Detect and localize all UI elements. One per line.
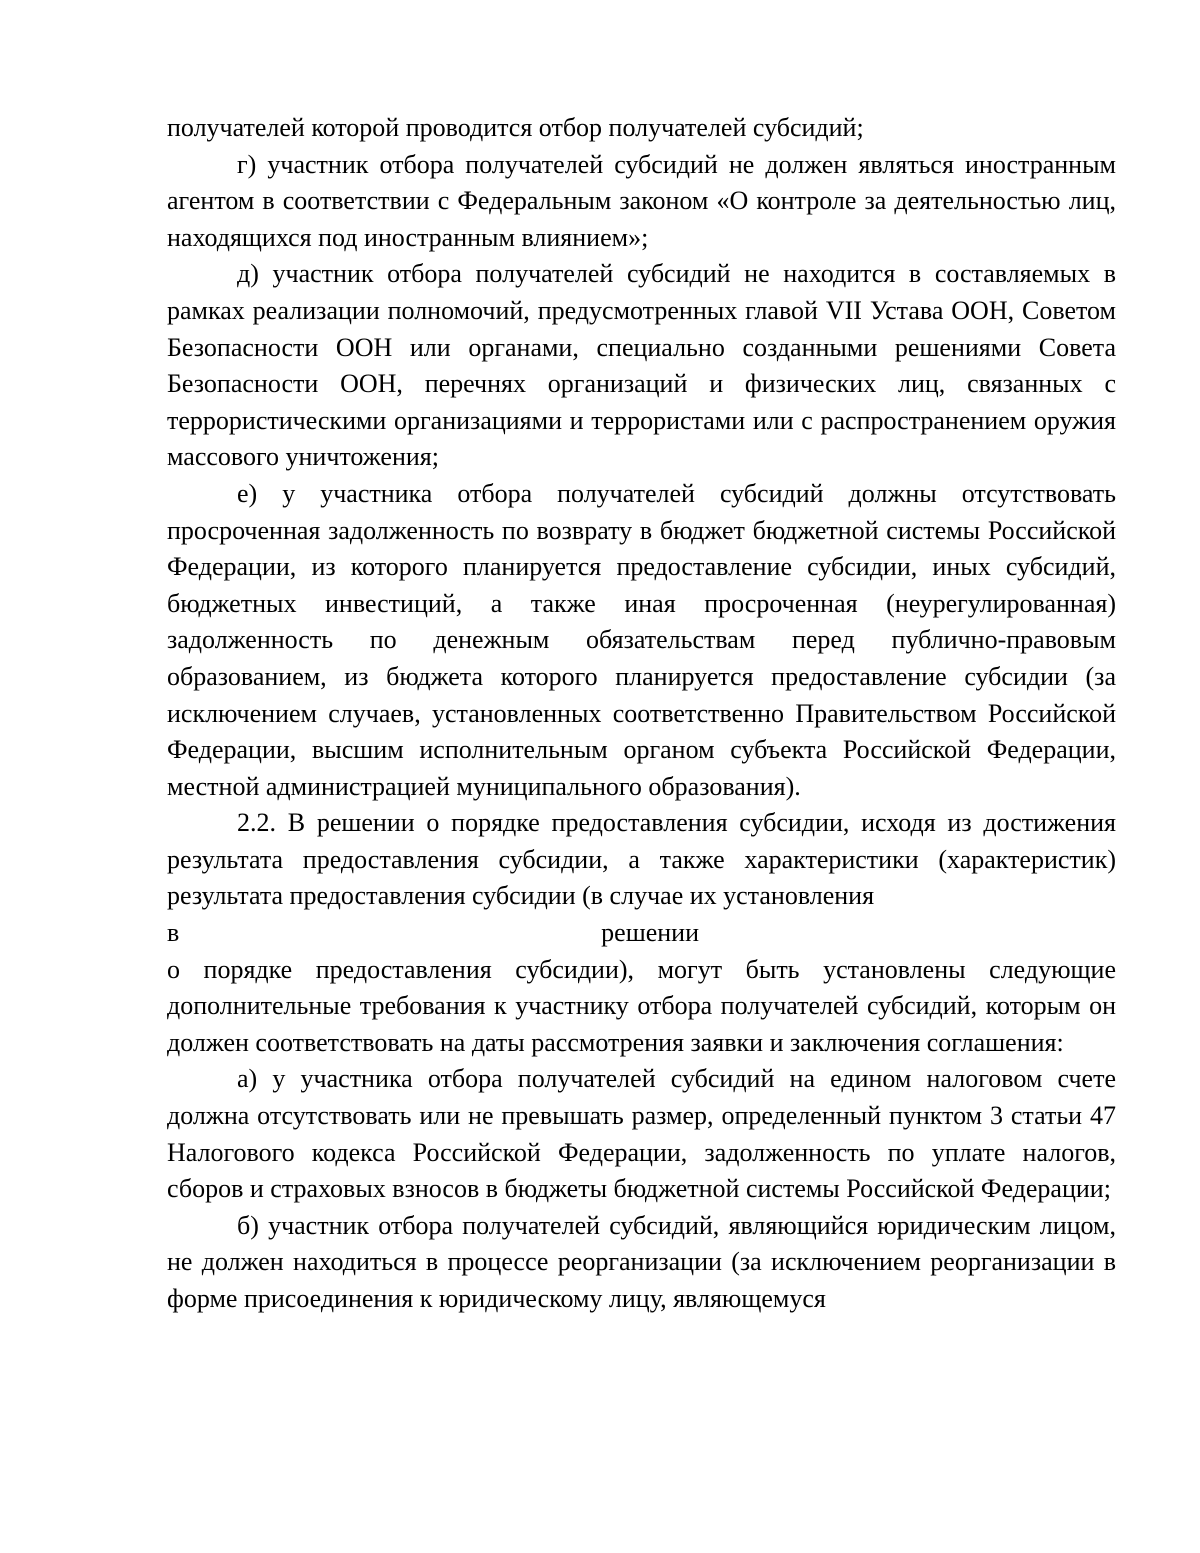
paragraph-2-2-continuation: о порядке предоставления субсидии), могут быть установлены следующие дополнительные требования к участнику отбора получателей субсидий, которым он должен соответствовать на даты рассмотрения заявки и заключения соглашения: bbox=[167, 954, 1116, 1057]
paragraph-item-e: е) у участника отбора получателей субсидий должны отсутствовать просроченная задолженность по возврату в бюджет бюджетной системы Российской Федерации, из которого планируется предоставление субсидии, иных субсидий, бюджетных инвестиций, а также иная просроченная (неурегулированная) задолженность по денежным обязательствам перед публично-правовым образованием, из бюджета которого планируется предоставление субсидии (за исключением случаев, установленных соответственно Правительством Российской Федерации, высшим исполнительным органом субъекта Российской Федерации, местной администрацией муниципального образования). bbox=[167, 478, 1116, 801]
paragraph-item-d: д) участник отбора получателей субсидий не находится в составляемых в рамках реализации полномочий, предусмотренных главой VII Устава ООН, Советом Безопасности ООН или органами, специально созданными решениями Совета Безопасности ООН, перечнях организаций и физических лиц, связанных с террористическими организациями и террористами или с распространением оружия массового уничтожения; bbox=[167, 259, 1116, 472]
split-line-left-word: в bbox=[167, 918, 180, 948]
paragraph-item-b: б) участник отбора получателей субсидий, являющийся юридическим лицом, не должен находиться в процессе реорганизации (за исключением реорганизации в форме присоединения к юридическому лицу, являющемуся bbox=[167, 1210, 1116, 1313]
paragraph-item-g: г) участник отбора получателей субсидий не должен являться иностранным агентом в соответствии с Федеральным законом «О контроле за деятельностью лиц, находящихся под иностранным влиянием»; bbox=[167, 149, 1116, 252]
paragraph-item-a: а) у участника отбора получателей субсидий на едином налоговом счете должна отсутствовать или не превышать размер, определенный пунктом 3 статьи 47 Налогового кодекса Российской Федерации, задолженность по уплате налогов, сборов и страховых взносов в бюджеты бюджетной системы Российской Федерации; bbox=[167, 1064, 1116, 1204]
paragraph-2-2: 2.2. В решении о порядке предоставления субсидии, исходя из достижения результата предоставления субсидии, а также характеристики (характеристик) результата предоставления субсидии (в случае их установления bbox=[167, 808, 1116, 911]
paragraph-2-2-split-line bbox=[167, 915, 699, 952]
split-line-right-word: решении bbox=[601, 918, 699, 948]
document-body bbox=[167, 110, 1116, 1318]
paragraph-continuation: получателей которой проводится отбор получателей субсидий; bbox=[167, 113, 864, 142]
